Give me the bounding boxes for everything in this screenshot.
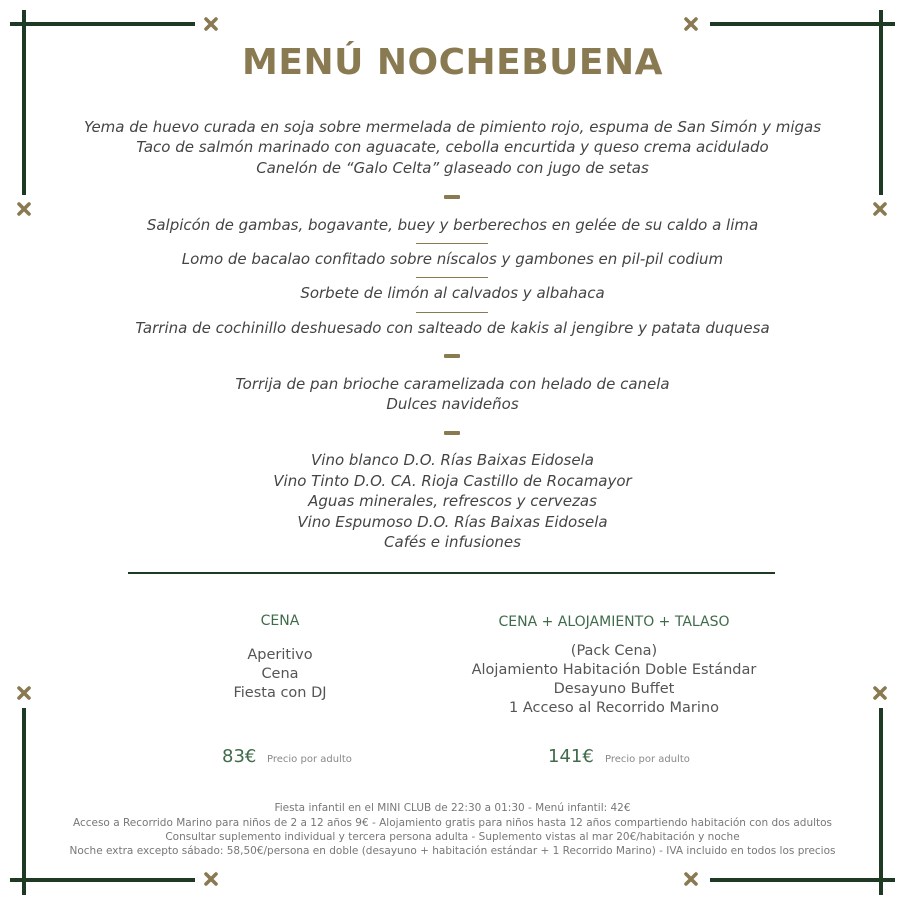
menu-dish: Salpicón de gambas, bogavante, buey y berberechos en gelée de su caldo a lima — [146, 216, 759, 234]
frame-bottom-right-horizontal — [710, 878, 895, 882]
menu-dish: Torrija de pan brioche caramelizada con helado de canela — [235, 375, 670, 393]
footer-note: Noche extra excepto sábado: 58,50€/persona en doble (desayuno + habitación estándar + 1 Recorrido Marino) - IVA incluido en todos los precios — [69, 845, 836, 857]
section-divider — [444, 354, 460, 358]
frame-bottom-left-horizontal — [10, 878, 195, 882]
menu-drink: Vino Tinto D.O. CA. Rioja Castillo de Rocamayor — [273, 472, 632, 490]
frame-top-right-horizontal — [710, 22, 895, 26]
menu-dish: Taco de salmón marinado con aguacate, cebolla encurtida y queso crema acidulado — [136, 138, 769, 156]
cross-ornament-icon — [16, 685, 32, 701]
dish-divider — [416, 312, 488, 313]
page-title: MENÚ NOCHEBUENA — [242, 42, 663, 83]
package-item: Alojamiento Habitación Doble Estándar — [471, 662, 757, 678]
section-divider — [444, 431, 460, 435]
package-heading: CENA — [260, 613, 300, 629]
price-note: Precio por adulto — [267, 754, 352, 765]
price-note: Precio por adulto — [605, 754, 690, 765]
menu-drink: Cafés e infusiones — [384, 533, 521, 551]
package-heading: CENA + ALOJAMIENTO + TALASO — [498, 614, 730, 630]
cross-ornament-icon — [872, 201, 888, 217]
menu-drink: Vino blanco D.O. Rías Baixas Eidosela — [311, 451, 594, 469]
horizontal-rule — [128, 572, 775, 574]
package-item: (Pack Cena) — [570, 643, 658, 659]
package-item: Desayuno Buffet — [553, 681, 675, 697]
package-item: Aperitivo — [247, 647, 313, 663]
cross-ornament-icon — [683, 871, 699, 887]
frame-top-left-horizontal — [10, 22, 195, 26]
menu-drink: Aguas minerales, refrescos y cervezas — [308, 492, 597, 510]
menu-dish: Sorbete de limón al calvados y albahaca — [300, 284, 605, 302]
package-item: Fiesta con DJ — [233, 685, 327, 701]
menu-drink: Vino Espumoso D.O. Rías Baixas Eidosela — [297, 513, 608, 531]
cross-ornament-icon — [872, 685, 888, 701]
footer-note: Acceso a Recorrido Marino para niños de 2 a 12 años 9€ - Alojamiento gratis para niños hasta 12 años compartiendo habitación con dos adultos — [72, 817, 833, 829]
menu-dish: Lomo de bacalao confitado sobre níscalos y gambones en pil-pil codium — [181, 250, 724, 268]
cross-ornament-icon — [683, 16, 699, 32]
dish-divider — [416, 277, 488, 278]
menu-dish: Dulces navideños — [386, 395, 519, 413]
cross-ornament-icon — [203, 871, 219, 887]
cross-ornament-icon — [203, 16, 219, 32]
package-price: 141€ — [548, 746, 594, 767]
footer-note: Fiesta infantil en el MINI CLUB de 22:30 a 01:30 - Menú infantil: 42€ — [274, 802, 631, 814]
package-item: 1 Acceso al Recorrido Marino — [509, 700, 719, 716]
package-price: 83€ — [222, 746, 257, 767]
cross-ornament-icon — [16, 201, 32, 217]
footer-note: Consultar suplemento individual y tercera persona adulta - Suplemento vistas al mar 20€/habitación y noche — [165, 831, 740, 843]
menu-dish: Canelón de “Galo Celta” glaseado con jugo de setas — [256, 159, 649, 177]
menu-dish: Tarrina de cochinillo deshuesado con salteado de kakis al jengibre y patata duquesa — [135, 319, 770, 337]
package-item: Cena — [261, 666, 299, 682]
menu-dish: Yema de huevo curada en soja sobre mermelada de pimiento rojo, espuma de San Simón y migas — [83, 118, 822, 136]
dish-divider — [416, 243, 488, 244]
section-divider — [444, 195, 460, 199]
